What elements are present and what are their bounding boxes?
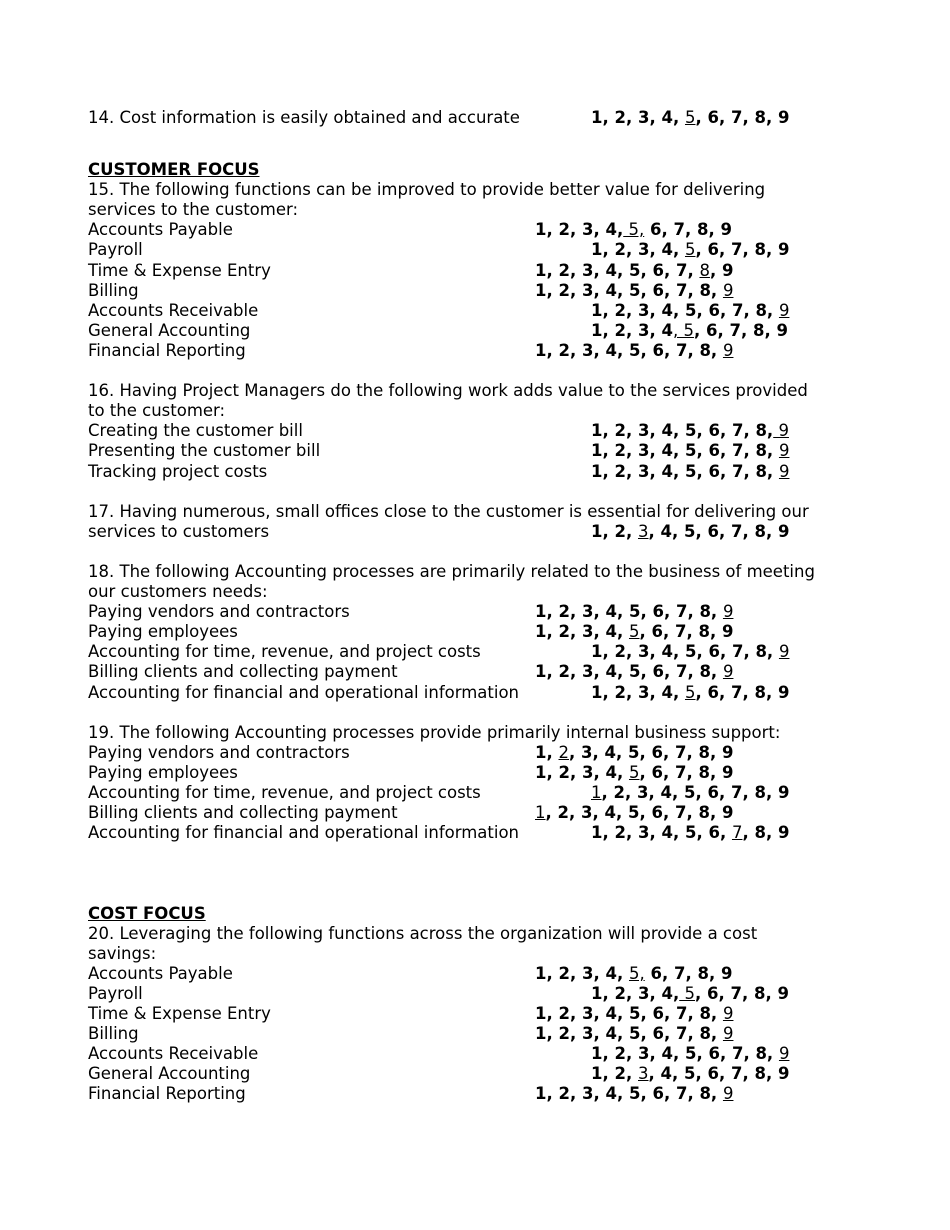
question-14 bbox=[88, 108, 888, 128]
rating-scale: 1, 2, 3, 4, 5, 6, 7, 8, 9 bbox=[591, 441, 790, 461]
question-19-line-1: 19. The following Accounting processes provide primarily internal business support: bbox=[88, 722, 781, 742]
selected-rating: 9 bbox=[722, 1084, 734, 1104]
selected-rating: 9 bbox=[778, 461, 790, 481]
question-18-line-2: our customers needs: bbox=[88, 582, 268, 602]
q15-item-time-expense-entry: Time & Expense Entry 1, 2, 3, 4, 5, 6, 7, 8, 9 bbox=[88, 260, 734, 280]
q15-item-accounts-payable: Accounts Payable 1, 2, 3, 4, 5, 6, 7, 8, 9 bbox=[88, 220, 732, 240]
question-20-line-2: savings: bbox=[88, 943, 157, 963]
q16-item-tracking-costs: Tracking project costs 1, 2, 3, 4, 5, 6, 7, 8, 9 bbox=[88, 461, 790, 481]
q20-item-general-accounting: General Accounting 1, 2, 3, 4, 5, 6, 7, 8, 9 bbox=[88, 1064, 790, 1084]
q18-item-accounting-time-revenue: Accounting for time, revenue, and project costs 1, 2, 3, 4, 5, 6, 7, 8, 9 bbox=[88, 642, 790, 662]
rating-scale: 1, 2, 3, 4, 5, 6, 7, 8, 9 bbox=[535, 220, 732, 240]
rating-scale: 1, 2, 3, 4, 5, 6, 7, 8, 9 bbox=[591, 421, 789, 441]
q16-item-presenting-bill: Presenting the customer bill 1, 2, 3, 4, 5, 6, 7, 8, 9 bbox=[88, 441, 790, 461]
rating-scale: 1, 2, 3, 4, 5, 6, 7, 8, 9 bbox=[591, 1044, 790, 1064]
q15-item-payroll: Payroll 1, 2, 3, 4, 5, 6, 7, 8, 9 bbox=[88, 240, 790, 260]
section-heading-cost-focus: COST FOCUS bbox=[88, 903, 206, 923]
q20-item-accounts-receivable: Accounts Receivable 1, 2, 3, 4, 5, 6, 7, 8, 9 bbox=[88, 1044, 790, 1064]
q20-item-payroll: Payroll 1, 2, 3, 4, 5, 6, 7, 8, 9 bbox=[88, 983, 789, 1003]
selected-rating: 9 bbox=[722, 340, 734, 360]
q19-item-accounting-financial: Accounting for financial and operational information 1, 2, 3, 4, 5, 6, 7, 8, 9 bbox=[88, 823, 790, 843]
q16-item-creating-bill: Creating the customer bill 1, 2, 3, 4, 5, 6, 7, 8, 9 bbox=[88, 421, 789, 441]
selected-rating: 9 bbox=[722, 602, 734, 622]
selected-rating: 9 bbox=[778, 1044, 790, 1064]
q19-item-billing-clients: Billing clients and collecting payment 1, 2, 3, 4, 5, 6, 7, 8, 9 bbox=[88, 803, 734, 823]
rating-scale: 1, 2, 3, 4, 5, 6, 7, 8, 9 bbox=[535, 1084, 734, 1104]
q19-item-paying-employees: Paying employees 1, 2, 3, 4, 5, 6, 7, 8, 9 bbox=[88, 762, 734, 782]
selected-rating: 1 bbox=[535, 803, 546, 823]
selected-rating: 5 bbox=[684, 240, 696, 260]
q19-item-accounting-time-revenue: Accounting for time, revenue, and project costs 1, 2, 3, 4, 5, 6, 7, 8, 9 bbox=[88, 783, 790, 802]
section-heading-customer-focus: CUSTOMER FOCUS bbox=[88, 160, 260, 180]
rating-scale: 1, 2, 3, 4, 5, 6, 7, 8, 9 bbox=[535, 762, 734, 782]
question-20-line-1: 20. Leveraging the following functions across the organization will provide a cost bbox=[88, 923, 758, 943]
q18-item-billing-clients: Billing clients and collecting payment 1, 2, 3, 4, 5, 6, 7, 8, 9 bbox=[88, 662, 734, 682]
rating-scale: 1, 2, 3, 4, 5, 6, 7, 8, 9 bbox=[591, 461, 790, 481]
q15-item-general-accounting: General Accounting 1, 2, 3, 4, 5, 6, 7, 8, 9 bbox=[88, 320, 788, 340]
rating-scale: 1, 2, 3, 4, 5, 6, 7, 8, 9 bbox=[591, 320, 788, 340]
selected-rating: 5, bbox=[623, 220, 645, 240]
selected-rating: 9 bbox=[722, 662, 734, 682]
selected-rating: , 5 bbox=[672, 320, 694, 340]
rating-scale: 1, 2, 3, 4, 5, 6, 7, 8, 9 bbox=[535, 602, 734, 622]
rating-scale: 1, 2, 3, 4, 5, 6, 7, 8, 9 bbox=[535, 742, 734, 762]
q20-item-billing: Billing 1, 2, 3, 4, 5, 6, 7, 8, 9 bbox=[88, 1024, 734, 1044]
rating-scale: 1, 2, 3, 4, 5, 6, 7, 8, 9 bbox=[591, 240, 790, 260]
rating-scale: 1, 2, 3, 4, 5, 6, 7, 8, 9 bbox=[535, 280, 734, 300]
q20-item-accounts-payable: Accounts Payable 1, 2, 3, 4, 5, 6, 7, 8, 9 bbox=[88, 963, 733, 983]
rating-scale: 1, 2, 3, 4, 5, 6, 7, 8, 9 bbox=[591, 823, 790, 843]
selected-rating: 7 bbox=[731, 823, 743, 843]
rating-scale: 1, 2, 3, 4, 5, 6, 7, 8, 9 bbox=[535, 260, 734, 280]
rating-scale: 1, 2, 3, 4, 5, 6, 7, 8, 9 bbox=[591, 682, 790, 702]
question-17-line-1: 17. Having numerous, small offices close to the customer is essential for delivering our bbox=[88, 501, 809, 521]
rating-scale: 1, 2, 3, 4, 5, 6, 7, 8, 9 bbox=[535, 803, 734, 823]
rating-scale: 1, 2, 3, 4, 5, 6, 7, 8, 9 bbox=[535, 1004, 734, 1024]
q15-item-accounts-receivable: Accounts Receivable 1, 2, 3, 4, 5, 6, 7, 8, 9 bbox=[88, 300, 790, 320]
rating-scale: 1, 2, 3, 4, 5, 6, 7, 8, 9 bbox=[591, 783, 790, 802]
question-17-line-2: services to customers 1, 2, 3, 4, 5, 6, 7, 8, 9 bbox=[88, 521, 790, 541]
rating-scale: 1, 2, 3, 4, 5, 6, 7, 8, 9 bbox=[591, 983, 789, 1003]
selected-rating: 9 bbox=[778, 642, 790, 662]
selected-rating: 5, bbox=[628, 963, 645, 983]
rating-scale: 1, 2, 3, 4, 5, 6, 7, 8, 9 bbox=[591, 1064, 790, 1084]
rating-scale: 1, 2, 3, 4, 5, 6, 7, 8, 9 bbox=[591, 521, 790, 541]
rating-scale: 1, 2, 3, 4, 5, 6, 7, 8, 9 bbox=[591, 642, 790, 662]
selected-rating: 5 bbox=[628, 622, 640, 642]
selected-rating: 3 bbox=[638, 521, 649, 541]
rating-scale: 1, 2, 3, 4, 5, 6, 7, 8, 9 bbox=[591, 300, 790, 320]
q20-item-time-expense-entry: Time & Expense Entry 1, 2, 3, 4, 5, 6, 7, 8, 9 bbox=[88, 1004, 734, 1024]
selected-rating: 5 bbox=[628, 762, 640, 782]
selected-rating: 1 bbox=[591, 783, 602, 802]
question-14-text: 14. Cost information is easily obtained and accurate bbox=[88, 108, 520, 127]
selected-rating: 9 bbox=[778, 300, 790, 320]
q18-item-paying-employees: Paying employees 1, 2, 3, 4, 5, 6, 7, 8, 9 bbox=[88, 622, 734, 642]
q20-item-financial-reporting: Financial Reporting 1, 2, 3, 4, 5, 6, 7, 8, 9 bbox=[88, 1084, 734, 1104]
selected-rating: 5 bbox=[684, 682, 696, 702]
q15-item-financial-reporting: Financial Reporting 1, 2, 3, 4, 5, 6, 7, 8, 9 bbox=[88, 340, 734, 360]
q18-item-paying-vendors: Paying vendors and contractors 1, 2, 3, 4, 5, 6, 7, 8, 9 bbox=[88, 602, 734, 622]
selected-rating: 9 bbox=[722, 1024, 734, 1044]
question-15-line-2: services to the customer: bbox=[88, 200, 299, 220]
selected-rating: 8 bbox=[699, 260, 710, 280]
rating-scale: 1, 2, 3, 4, 5, 6, 7, 8, 9 bbox=[535, 1024, 734, 1044]
selected-rating: 9 bbox=[722, 1004, 734, 1024]
q18-item-accounting-financial: Accounting for financial and operational information 1, 2, 3, 4, 5, 6, 7, 8, 9 bbox=[88, 682, 790, 702]
selected-rating: 9 bbox=[773, 421, 789, 441]
selected-rating: 5 bbox=[684, 108, 696, 127]
q19-item-paying-vendors: Paying vendors and contractors 1, 2, 3, 4, 5, 6, 7, 8, 9 bbox=[88, 742, 734, 762]
survey-document bbox=[88, 108, 888, 1105]
q15-item-billing: Billing 1, 2, 3, 4, 5, 6, 7, 8, 9 bbox=[88, 280, 734, 300]
selected-rating: 9 bbox=[778, 441, 790, 461]
rating-scale: 1, 2, 3, 4, 5, 6, 7, 8, 9 bbox=[535, 622, 734, 642]
selected-rating: 5 bbox=[679, 983, 695, 1003]
selected-rating: 9 bbox=[722, 280, 734, 300]
question-15-line-1: 15. The following functions can be improved to provide better value for delivering bbox=[88, 180, 766, 200]
selected-rating: 3 bbox=[638, 1064, 649, 1084]
rating-scale: 1, 2, 3, 4, 5, 6, 7, 8, 9 bbox=[591, 108, 790, 127]
rating-scale: 1, 2, 3, 4, 5, 6, 7, 8, 9 bbox=[535, 340, 734, 360]
question-18-line-1: 18. The following Accounting processes are primarily related to the business of meeting bbox=[88, 561, 815, 581]
selected-rating: 2 bbox=[558, 742, 569, 762]
rating-scale: 1, 2, 3, 4, 5, 6, 7, 8, 9 bbox=[535, 662, 734, 682]
question-16-line-2: to the customer: bbox=[88, 401, 226, 421]
rating-scale: 1, 2, 3, 4, 5, 6, 7, 8, 9 bbox=[535, 963, 733, 983]
question-16-line-1: 16. Having Project Managers do the following work adds value to the services provided bbox=[88, 381, 808, 401]
